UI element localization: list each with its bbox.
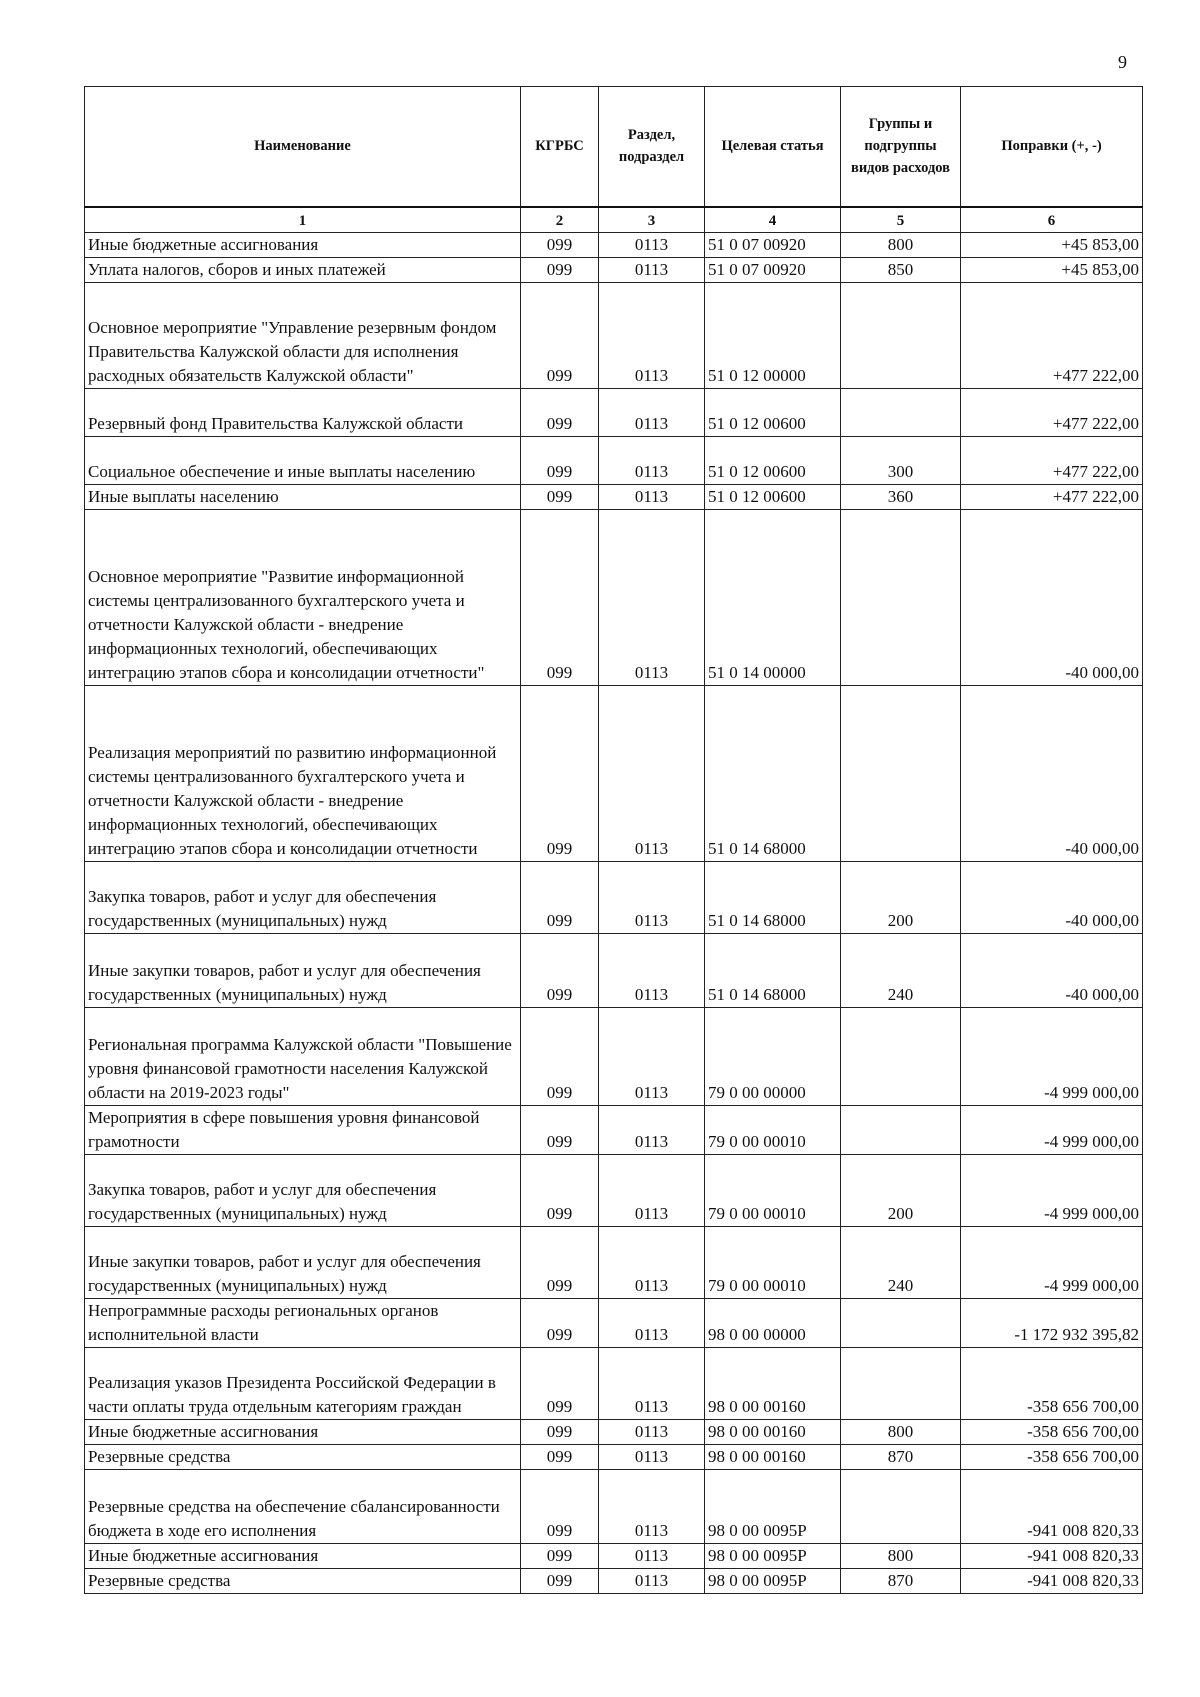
header-section: Раздел, подраздел [599,87,705,207]
row-target: 79 0 00 00000 [705,1008,841,1106]
table-row [85,389,1143,437]
row-name: Иные бюджетные ассигнования [85,1544,521,1569]
row-kgrbs: 099 [521,1155,599,1227]
row-target: 98 0 00 0095Р [705,1470,841,1544]
row-group [841,686,961,862]
row-group: 800 [841,1420,961,1445]
table-row [85,1348,1143,1420]
row-target: 51 0 12 00600 [705,485,841,510]
row-group: 200 [841,862,961,934]
row-amount: +477 222,00 [961,283,1143,389]
row-section: 0113 [599,686,705,862]
row-target: 98 0 00 0095Р [705,1569,841,1594]
row-amount: -40 000,00 [961,686,1143,862]
column-number: 4 [705,207,841,233]
row-name: Мероприятия в сфере повышения уровня финансовой грамотности [85,1106,521,1155]
header-row [85,87,1143,207]
row-target: 51 0 14 68000 [705,934,841,1008]
column-number-row [85,207,1143,233]
row-amount: -358 656 700,00 [961,1420,1143,1445]
row-group: 240 [841,1227,961,1299]
table-row [85,1445,1143,1470]
row-amount: -40 000,00 [961,510,1143,686]
header-amendments: Поправки (+, -) [961,87,1143,207]
row-kgrbs: 099 [521,686,599,862]
row-amount: -40 000,00 [961,862,1143,934]
table-row [85,485,1143,510]
row-section: 0113 [599,389,705,437]
row-section: 0113 [599,1106,705,1155]
row-amount: -40 000,00 [961,934,1143,1008]
row-group: 300 [841,437,961,485]
row-amount: -1 172 932 395,82 [961,1299,1143,1348]
row-kgrbs: 099 [521,1445,599,1470]
row-name: Закупка товаров, работ и услуг для обеспечения государственных (муниципальных) нужд [85,862,521,934]
row-target: 98 0 00 0095Р [705,1544,841,1569]
row-kgrbs: 099 [521,1544,599,1569]
row-kgrbs: 099 [521,1008,599,1106]
row-name: Иные закупки товаров, работ и услуг для обеспечения государственных (муниципальных) нужд [85,934,521,1008]
row-target: 79 0 00 00010 [705,1106,841,1155]
row-kgrbs: 099 [521,510,599,686]
row-section: 0113 [599,1470,705,1544]
row-kgrbs: 099 [521,1569,599,1594]
row-group: 870 [841,1569,961,1594]
row-name: Резервные средства на обеспечение сбалансированности бюджета в ходе его исполнения [85,1470,521,1544]
table-row [85,437,1143,485]
row-amount: -4 999 000,00 [961,1227,1143,1299]
row-group [841,1470,961,1544]
row-amount: -4 999 000,00 [961,1155,1143,1227]
row-group [841,283,961,389]
row-amount: +45 853,00 [961,258,1143,283]
table-row [85,233,1143,258]
row-group: 800 [841,1544,961,1569]
table-row [85,1227,1143,1299]
row-group [841,510,961,686]
row-amount: +45 853,00 [961,233,1143,258]
row-target: 79 0 00 00010 [705,1155,841,1227]
row-amount: -4 999 000,00 [961,1008,1143,1106]
row-section: 0113 [599,1227,705,1299]
row-target: 51 0 07 00920 [705,258,841,283]
row-name: Реализация указов Президента Российской Федерации в части оплаты труда отдельным категориям граждан [85,1348,521,1420]
column-number: 5 [841,207,961,233]
row-kgrbs: 099 [521,485,599,510]
row-target: 98 0 00 00160 [705,1420,841,1445]
row-name: Социальное обеспечение и иные выплаты населению [85,437,521,485]
row-target: 51 0 14 68000 [705,686,841,862]
row-kgrbs: 099 [521,934,599,1008]
row-section: 0113 [599,934,705,1008]
row-target: 98 0 00 00160 [705,1445,841,1470]
row-section: 0113 [599,485,705,510]
row-name: Иные выплаты населению [85,485,521,510]
row-group: 800 [841,233,961,258]
header-kgrbs: КГРБС [521,87,599,207]
row-target: 79 0 00 00010 [705,1227,841,1299]
row-name: Закупка товаров, работ и услуг для обеспечения государственных (муниципальных) нужд [85,1155,521,1227]
row-section: 0113 [599,437,705,485]
row-name: Уплата налогов, сборов и иных платежей [85,258,521,283]
row-kgrbs: 099 [521,1348,599,1420]
row-kgrbs: 099 [521,389,599,437]
table-row [85,1470,1143,1544]
row-section: 0113 [599,1299,705,1348]
column-number: 6 [961,207,1143,233]
row-amount: -358 656 700,00 [961,1445,1143,1470]
row-kgrbs: 099 [521,1227,599,1299]
row-target: 51 0 12 00600 [705,389,841,437]
row-section: 0113 [599,1008,705,1106]
row-name: Резервные средства [85,1569,521,1594]
row-amount: -358 656 700,00 [961,1348,1143,1420]
header-groups: Группы и подгруппы видов расходов [841,87,961,207]
table-row [85,934,1143,1008]
row-group: 360 [841,485,961,510]
row-section: 0113 [599,258,705,283]
row-kgrbs: 099 [521,1420,599,1445]
table-row [85,1155,1143,1227]
row-name: Непрограммные расходы региональных органов исполнительной власти [85,1299,521,1348]
row-group: 870 [841,1445,961,1470]
row-name: Иные бюджетные ассигнования [85,1420,521,1445]
table-row [85,686,1143,862]
row-name: Резервные средства [85,1445,521,1470]
table-row [85,283,1143,389]
row-section: 0113 [599,1445,705,1470]
row-section: 0113 [599,862,705,934]
row-section: 0113 [599,1569,705,1594]
row-group [841,389,961,437]
row-name: Резервный фонд Правительства Калужской области [85,389,521,437]
table-row [85,1106,1143,1155]
row-target: 98 0 00 00000 [705,1299,841,1348]
column-number: 2 [521,207,599,233]
row-target: 98 0 00 00160 [705,1348,841,1420]
page-number: 9 [1118,52,1127,72]
row-amount: +477 222,00 [961,485,1143,510]
row-target: 51 0 14 68000 [705,862,841,934]
row-group [841,1008,961,1106]
row-name: Основное мероприятие "Развитие информационной системы централизованного бухгалтерского учета и отчетности Калужской области - внедрение информационных технологий, обеспечивающих интеграцию этапов сбора и консолидации отчетности" [85,510,521,686]
row-amount: -941 008 820,33 [961,1569,1143,1594]
row-group: 850 [841,258,961,283]
table-row [85,862,1143,934]
column-number: 3 [599,207,705,233]
row-amount: +477 222,00 [961,437,1143,485]
row-section: 0113 [599,1348,705,1420]
row-name: Региональная программа Калужской области "Повышение уровня финансовой грамотности населения Калужской области на 2019-2023 годы" [85,1008,521,1106]
column-number: 1 [85,207,521,233]
row-kgrbs: 099 [521,862,599,934]
row-kgrbs: 099 [521,437,599,485]
row-kgrbs: 099 [521,1299,599,1348]
row-amount: -941 008 820,33 [961,1544,1143,1569]
table-row [85,1569,1143,1594]
row-section: 0113 [599,233,705,258]
row-section: 0113 [599,510,705,686]
row-group [841,1299,961,1348]
header-target: Целевая статья [705,87,841,207]
row-group: 240 [841,934,961,1008]
row-target: 51 0 12 00000 [705,283,841,389]
row-amount: +477 222,00 [961,389,1143,437]
row-kgrbs: 099 [521,1470,599,1544]
row-target: 51 0 12 00600 [705,437,841,485]
row-group: 200 [841,1155,961,1227]
table-row [85,1420,1143,1445]
row-name: Иные закупки товаров, работ и услуг для обеспечения государственных (муниципальных) нужд [85,1227,521,1299]
row-section: 0113 [599,1155,705,1227]
table-row [85,1008,1143,1106]
header-name: Наименование [85,87,521,207]
row-group [841,1348,961,1420]
row-kgrbs: 099 [521,258,599,283]
table-row [85,1544,1143,1569]
row-section: 0113 [599,1420,705,1445]
row-kgrbs: 099 [521,1106,599,1155]
row-group [841,1106,961,1155]
row-section: 0113 [599,1544,705,1569]
row-name: Основное мероприятие "Управление резервным фондом Правительства Калужской области для исполнения расходных обязательств Калужской области" [85,283,521,389]
row-amount: -4 999 000,00 [961,1106,1143,1155]
table-row [85,258,1143,283]
row-section: 0113 [599,283,705,389]
row-target: 51 0 07 00920 [705,233,841,258]
row-name: Реализация мероприятий по развитию информационной системы централизованного бухгалтерского учета и отчетности Калужской области - внедрение информационных технологий, обеспечивающих интеграцию этапов сбора и консолидации отчетности [85,686,521,862]
row-kgrbs: 099 [521,283,599,389]
budget-amendments-table [84,86,1143,1594]
row-kgrbs: 099 [521,233,599,258]
table-row [85,510,1143,686]
row-name: Иные бюджетные ассигнования [85,233,521,258]
table-row [85,1299,1143,1348]
row-target: 51 0 14 00000 [705,510,841,686]
row-amount: -941 008 820,33 [961,1470,1143,1544]
